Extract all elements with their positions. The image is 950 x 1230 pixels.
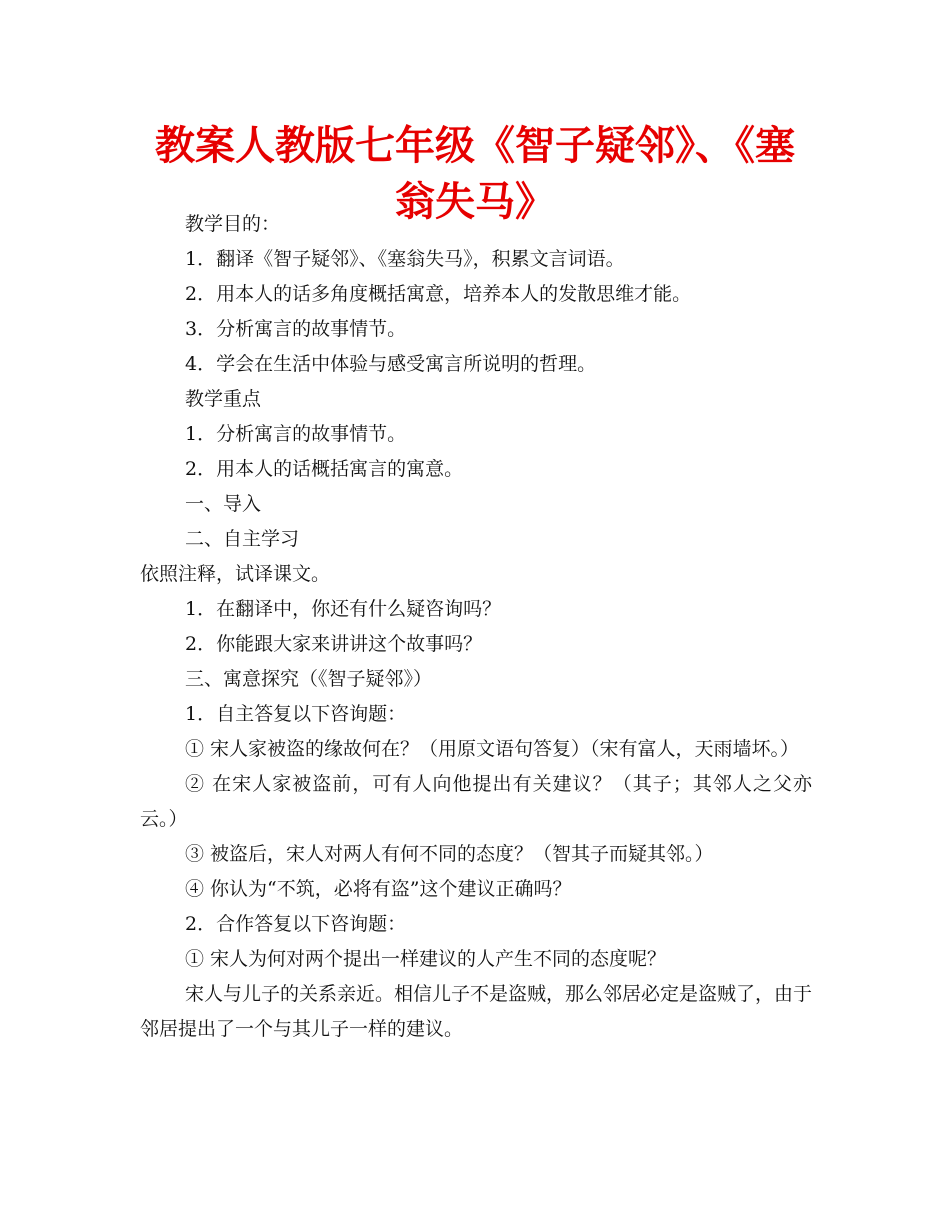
section-heading-moral-inquiry: 三、寓意探究（《智子疑邻》） [185,668,433,690]
section-heading-self-study: 二、自主学习 [185,528,300,550]
objective-item: 3．分析寓言的故事情节。 [185,318,407,340]
answer-paragraph: 宋人与儿子的关系亲近。相信儿子不是盗贼，那么邻居必定是盗贼了，由于邻居提出了一个与其儿子一样的建议。 [140,983,813,1040]
question-item: ③ 被盗后，宋人对两人有何不同的态度？（智其子而疑其邻。） [185,843,714,865]
subsection-heading: 2．合作答复以下咨询题： [185,913,407,935]
question-item: ④ 你认为“不筑，必将有盗”这个建议正确吗？ [185,878,572,900]
key-point-item: 1．分析寓言的故事情节。 [185,423,407,445]
objective-item: 1．翻译《智子疑邻》、《塞翁失马》，积累文言词语。 [185,248,625,270]
question-item: ① 宋人为何对两个提出一样建议的人产生不同的态度呢？ [185,948,667,970]
objective-item: 2．用本人的话多角度概括寓意，培养本人的发散思维才能。 [185,283,692,305]
instruction-text: 依照注释，试译课文。 [140,563,331,585]
section-heading-key-points: 教学重点 [185,388,262,410]
document-title: 教案人教版七年级《智子疑邻》、《塞翁失马》 [155,123,795,225]
section-heading-intro: 一、导入 [185,493,262,515]
section-heading-objectives: 教学目的： [185,213,281,235]
question-item: 1．在翻译中，你还有什么疑咨询吗？ [185,598,502,620]
question-paragraph: ① 宋人家被盗的缘故何在？（用原文语句答复）（宋有富人，天雨墙坏。） [185,738,800,760]
document-body [140,207,812,1047]
subsection-heading: 1．自主答复以下咨询题： [185,703,407,725]
question-paragraph: ② 在宋人家被盗前，可有人向他提出有关建议？（其子；其邻人之父亦云。） [140,773,812,830]
key-point-item: 2．用本人的话概括寓言的寓意。 [185,458,464,480]
objective-item: 4．学会在生活中体验与感受寓言所说明的哲理。 [185,353,597,375]
question-item: 2．你能跟大家来讲讲这个故事吗？ [185,633,483,655]
